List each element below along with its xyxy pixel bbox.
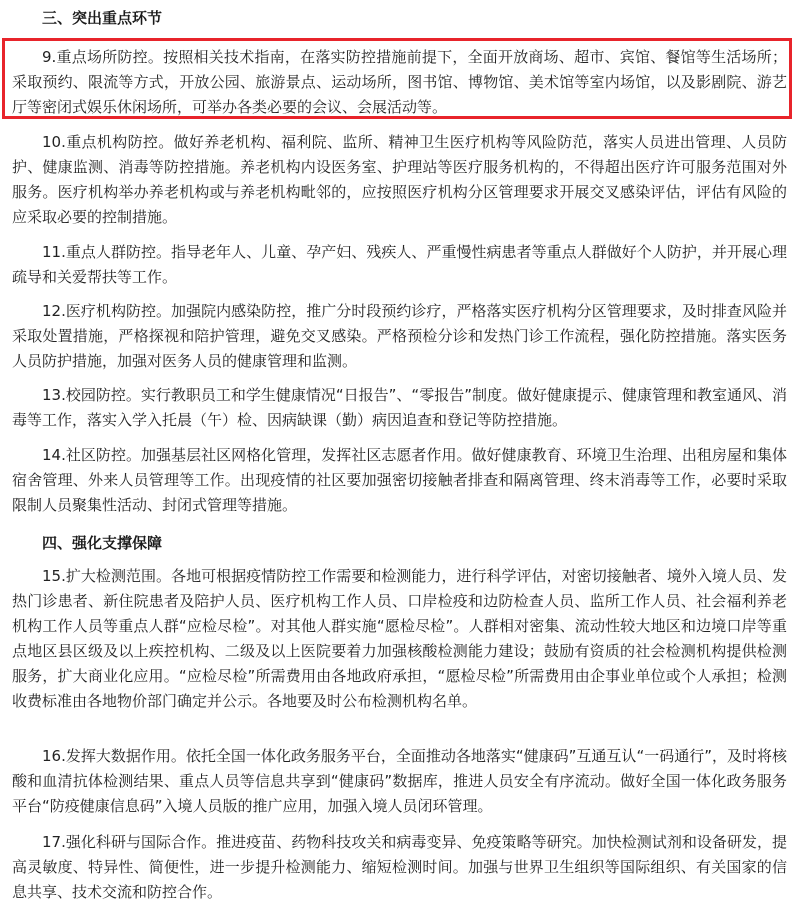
paragraph-16: 16.发挥大数据作用。依托全国一体化政务服务平台，全面推动各地落实“健康码”互通互认“一码通行”，及时将核酸和血清抗体检测结果、重点人员等信息共享到“健康码”数据库，推进人员安全有序流动。做好全国一体化政务服务平台“防疫健康信息码”入境人员版的推广应用，加强入境人员闭环管理。: [12, 747, 787, 815]
section-heading-3: 三、突出重点环节: [42, 9, 163, 27]
paragraph-13: 13.校园防控。实行教职员工和学生健康情况“日报告”、“零报告”制度。做好健康提示、健康管理和教室通风、消毒等工作，落实入学入托晨（午）检、因病缺课（勤）病因追查和登记等防控措施。: [12, 386, 787, 429]
paragraph-9: 9.重点场所防控。按照相关技术指南，在落实防控措施前提下，全面开放商场、超市、宾馆、餐馆等生活场所；采取预约、限流等方式，开放公园、旅游景点、运动场所，图书馆、博物馆、美术馆等室内场馆，以及影剧院、游艺厅等密闭式娱乐休闲场所，可举办各类必要的会议、会展活动等。: [12, 48, 787, 116]
section-heading-4: 四、强化支撑保障: [42, 534, 163, 552]
paragraph-17: 17.强化科研与国际合作。推进疫苗、药物科技攻关和病毒变异、免疫策略等研究。加快检测试剂和设备研发，提高灵敏度、特异性、简便性，进一步提升检测能力、缩短检测时间。加强与世界卫生组织等国际组织、有关国家的信息共享、技术交流和防控合作。: [12, 833, 787, 901]
paragraph-15: 15.扩大检测范围。各地可根据疫情防控工作需要和检测能力，进行科学评估，对密切接触者、境外入境人员、发热门诊患者、新住院患者及陪护人员、医疗机构工作人员、口岸检疫和边防检查人员、监所工作人员、社会福利养老机构工作人员等重点人群“应检尽检”。对其他人群实施“愿检尽检”。人群相对密集、流动性较大地区和边境口岸等重点地区县区级及以上疾控机构、二级及以上医院要着力加强核酸检测能力建设；鼓励有资质的社会检测机构提供检测服务，扩大商业化应用。“应检尽检”所需费用由各地政府承担，“愿检尽检”所需费用由企事业单位或个人承担；检测收费标准由各地物价部门确定并公示。各地要及时公布检测机构名单。: [12, 567, 787, 710]
paragraph-12: 12.医疗机构防控。加强院内感染防控，推广分时段预约诊疗，严格落实医疗机构分区管理要求，及时排查风险并采取处置措施，严格探视和陪护管理，避免交叉感染。严格预检分诊和发热门诊工作流程，强化防控措施。落实医务人员防护措施，加强对医务人员的健康管理和监测。: [12, 302, 787, 370]
paragraph-14: 14.社区防控。加强基层社区网格化管理，发挥社区志愿者作用。做好健康教育、环境卫生治理、出租房屋和集体宿舍管理、外来人员管理等工作。出现疫情的社区要加强密切接触者排查和隔离管理、终末消毒等工作，必要时采取限制人员聚集性活动、封闭式管理等措施。: [12, 446, 787, 514]
paragraph-11: 11.重点人群防控。指导老年人、儿童、孕产妇、残疾人、严重慢性病患者等重点人群做好个人防护，并开展心理疏导和关爱帮扶等工作。: [12, 243, 787, 286]
paragraph-10: 10.重点机构防控。做好养老机构、福利院、监所、精神卫生医疗机构等风险防范，落实人员进出管理、人员防护、健康监测、消毒等防控措施。养老机构内设医务室、护理站等医疗服务机构的，不得超出医疗许可服务范围对外服务。医疗机构举办养老机构或与养老机构毗邻的，应按照医疗机构分区管理要求开展交叉感染评估，评估有风险的应采取必要的控制措施。: [12, 133, 787, 226]
